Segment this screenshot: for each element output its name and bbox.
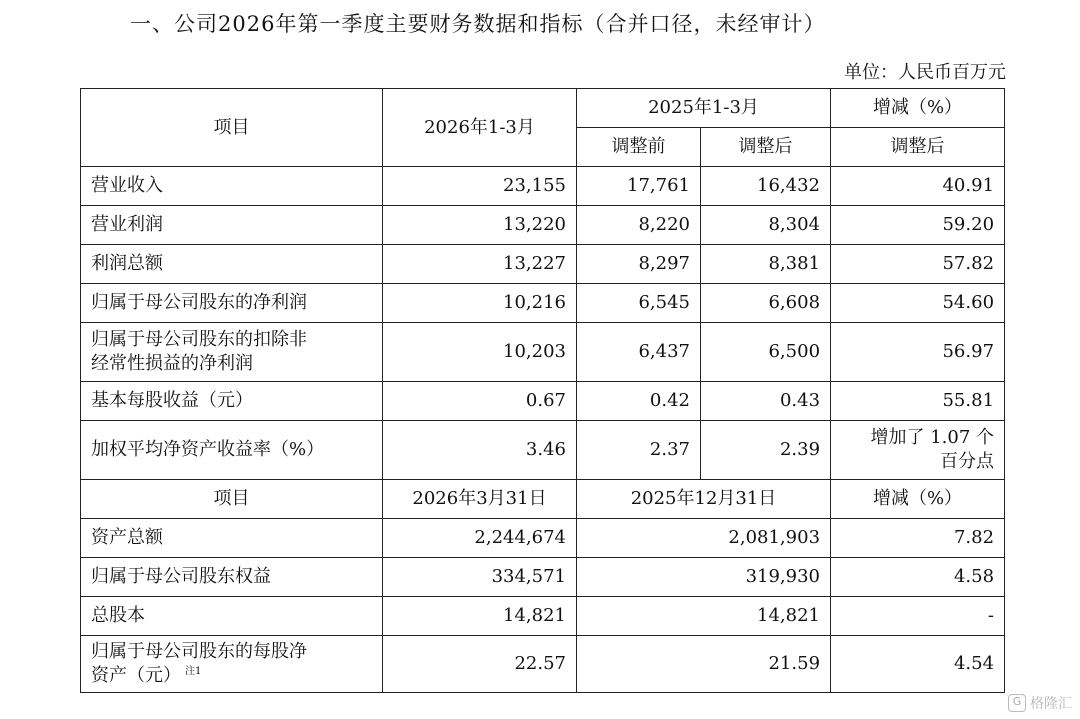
header-change: 增减（%） xyxy=(831,89,1005,128)
cell-current: 13,220 xyxy=(383,206,577,245)
cell-after: 6,608 xyxy=(701,284,831,323)
row-label xyxy=(81,323,383,382)
table-row xyxy=(81,323,1005,382)
cell-after: 8,381 xyxy=(701,245,831,284)
cell-before: 8,297 xyxy=(577,245,701,284)
row-label-line-2: 资产（元） xyxy=(91,665,181,686)
cell-change: 57.82 xyxy=(831,245,1005,284)
cell-current: 2,244,674 xyxy=(383,519,577,558)
row-label: 营业收入 xyxy=(81,167,383,206)
cell-change: 56.97 xyxy=(831,323,1005,382)
row-label-line-1: 归属于母公司股东的每股净 xyxy=(91,641,307,662)
cell-change: 4.54 xyxy=(831,636,1005,693)
cell-current: 10,203 xyxy=(383,323,577,382)
cell-after: 16,432 xyxy=(701,167,831,206)
cell-current: 3.46 xyxy=(383,421,577,480)
watermark-logo-icon: G xyxy=(1008,694,1026,712)
cell-prior: 21.59 xyxy=(577,636,831,693)
table-row xyxy=(81,284,1005,323)
cell-current: 14,821 xyxy=(383,597,577,636)
row-label xyxy=(81,636,383,693)
cell-prior: 14,821 xyxy=(577,597,831,636)
page-title: 一、公司2026年第一季度主要财务数据和指标（合并口径，未经审计） xyxy=(130,12,826,36)
header-change-after: 调整后 xyxy=(831,128,1005,167)
table-row xyxy=(81,206,1005,245)
cell-after: 0.43 xyxy=(701,382,831,421)
cell-change: 55.81 xyxy=(831,382,1005,421)
cell-before: 17,761 xyxy=(577,167,701,206)
cell-prior: 319,930 xyxy=(577,558,831,597)
header-date-current: 2026年3月31日 xyxy=(383,480,577,519)
table-row xyxy=(81,558,1005,597)
cell-after: 2.39 xyxy=(701,421,831,480)
table-row xyxy=(81,597,1005,636)
cell-before: 2.37 xyxy=(577,421,701,480)
header-change-2: 增减（%） xyxy=(831,480,1005,519)
cell-before: 6,437 xyxy=(577,323,701,382)
header-period-current: 2026年1-3月 xyxy=(383,89,577,167)
cell-after: 8,304 xyxy=(701,206,831,245)
row-label: 加权平均净资产收益率（%） xyxy=(81,421,383,480)
cell-current: 23,155 xyxy=(383,167,577,206)
cell-change: - xyxy=(831,597,1005,636)
row-label: 营业利润 xyxy=(81,206,383,245)
header-before-adj: 调整前 xyxy=(577,128,701,167)
table-row xyxy=(81,519,1005,558)
header-item-2: 项目 xyxy=(81,480,383,519)
header-row-1 xyxy=(81,89,1005,128)
cell-before: 0.42 xyxy=(577,382,701,421)
row-label: 归属于母公司股东的净利润 xyxy=(81,284,383,323)
cell-after: 6,500 xyxy=(701,323,831,382)
change-line-1: 增加了 1.07 个 xyxy=(870,427,995,448)
header-date-prior: 2025年12月31日 xyxy=(577,480,831,519)
table-row xyxy=(81,167,1005,206)
row-label: 资产总额 xyxy=(81,519,383,558)
row-label: 总股本 xyxy=(81,597,383,636)
cell-change: 54.60 xyxy=(831,284,1005,323)
cell-change: 40.91 xyxy=(831,167,1005,206)
header-row-3 xyxy=(81,480,1005,519)
unit-label: 单位：人民币百万元 xyxy=(844,62,1006,83)
footnote-marker: 注1 xyxy=(185,666,202,677)
table-row xyxy=(81,382,1005,421)
header-item: 项目 xyxy=(81,89,383,167)
financial-table xyxy=(80,88,1005,693)
table-row xyxy=(81,245,1005,284)
cell-change: 7.82 xyxy=(831,519,1005,558)
cell-prior: 2,081,903 xyxy=(577,519,831,558)
cell-current: 10,216 xyxy=(383,284,577,323)
watermark xyxy=(1008,693,1072,713)
table-row xyxy=(81,636,1005,693)
row-label-line-1: 归属于母公司股东的扣除非 xyxy=(91,329,307,350)
header-period-prior: 2025年1-3月 xyxy=(577,89,831,128)
cell-current: 13,227 xyxy=(383,245,577,284)
cell-current: 334,571 xyxy=(383,558,577,597)
row-label: 利润总额 xyxy=(81,245,383,284)
change-line-2: 百分点 xyxy=(940,451,995,472)
row-label: 归属于母公司股东权益 xyxy=(81,558,383,597)
header-after-adj: 调整后 xyxy=(701,128,831,167)
cell-current: 0.67 xyxy=(383,382,577,421)
row-label: 基本每股收益（元） xyxy=(81,382,383,421)
table-row xyxy=(81,421,1005,480)
cell-before: 8,220 xyxy=(577,206,701,245)
watermark-text: 格隆汇 xyxy=(1030,696,1072,712)
cell-current: 22.57 xyxy=(383,636,577,693)
cell-change: 4.58 xyxy=(831,558,1005,597)
cell-change: 59.20 xyxy=(831,206,1005,245)
cell-change xyxy=(831,421,1005,480)
row-label-line-2: 经常性损益的净利润 xyxy=(91,353,253,374)
cell-before: 6,545 xyxy=(577,284,701,323)
